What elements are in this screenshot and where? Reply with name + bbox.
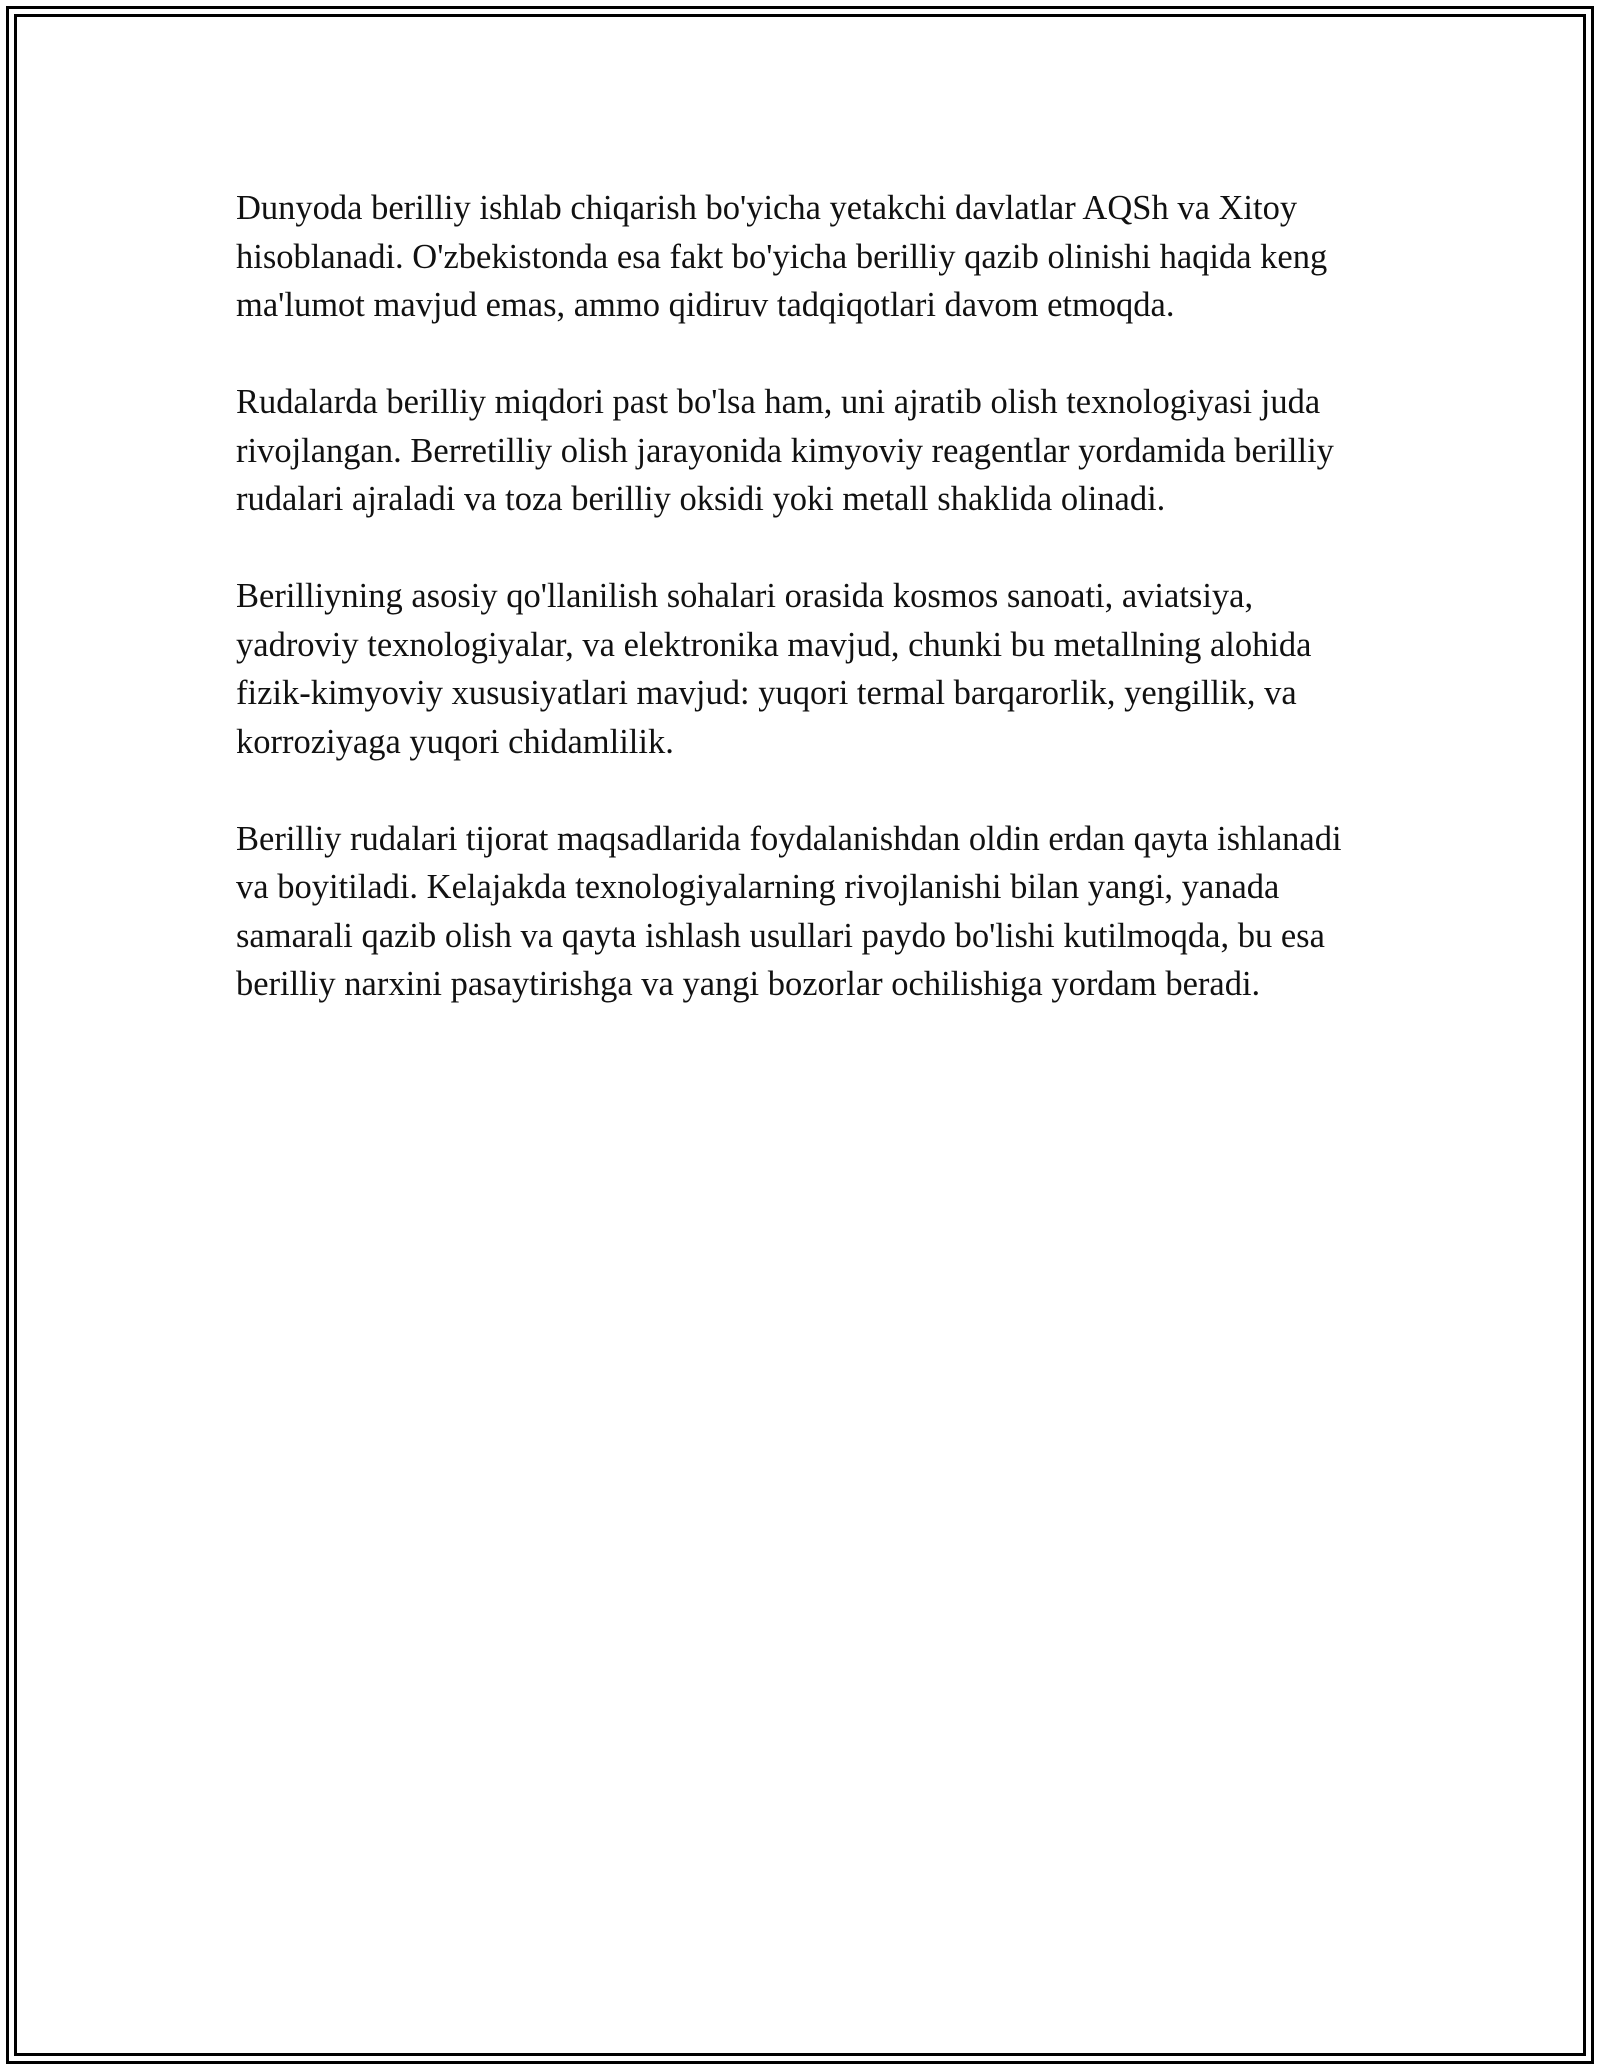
document-body [236, 184, 1376, 1057]
paragraph-1: Dunyoda berilliy ishlab chiqarish bo'yicha yetakchi davlatlar AQSh va Xitoy hisoblanadi. O'zbekistonda esa fakt bo'yicha berilliy qazib olinishi haqida keng ma'lumot mavjud emas, ammo qidiruv tadqiqotlari davom etmoqda. [236, 189, 1328, 324]
paragraph-3: Berilliyning asosiy qo'llanilish sohalari orasida kosmos sanoati, aviatsiya, yadroviy texnologiyalar, va elektronika mavjud, chunki bu metallning alohida fizik-kimyoviy xususiyatlari mavjud: yuqori termal barqarorlik, yengillik, va korroziyaga yuqori chidamlilik. [236, 577, 1312, 761]
paragraph-4: Berilliy rudalari tijorat maqsadlarida foydalanishdan oldin erdan qayta ishlanadi va boyitiladi. Kelajakda texnologiyalarning rivojlanishi bilan yangi, yanada samarali qazib olish va qayta ishlash usullari paydo bo'lishi kutilmoqda, bu esa berilliy narxini pasaytirishga va yangi bozorlar ochilishiga yordam beradi. [236, 819, 1342, 1003]
paragraph-2: Rudalarda berilliy miqdori past bo'lsa ham, uni ajratib olish texnologiyasi juda rivojlangan. Berretilliy olish jarayonida kimyoviy reagentlar yordamida berilliy rudalari ajraladi va toza berilliy oksidi yoki metall shaklida olinadi. [236, 383, 1334, 518]
